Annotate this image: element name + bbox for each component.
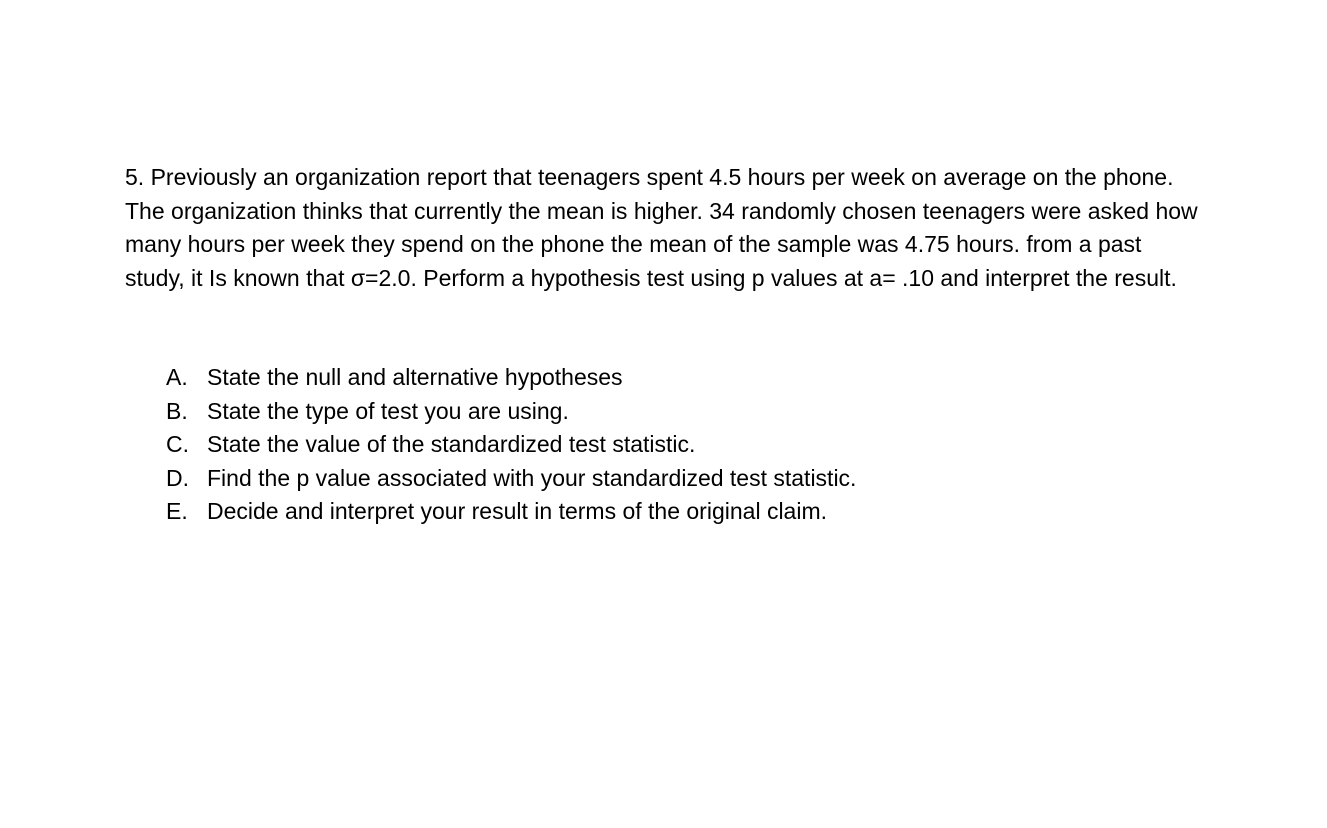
part-text: Find the p value associated with your standardized test statistic. [207,464,857,491]
question-paragraph [125,161,1200,295]
list-item [166,361,1166,395]
part-letter: D. [166,464,189,491]
question-parts-list [166,361,1166,529]
part-letter: B. [166,397,188,424]
list-item [166,462,1166,496]
list-item [166,495,1166,529]
part-text: State the type of test you are using. [207,397,569,424]
part-text: Decide and interpret your result in terms of the original claim. [207,498,828,524]
part-text: State the null and alternative hypotheses [207,364,623,390]
list-item [166,395,1166,429]
part-letter: C. [166,431,189,457]
part-text: State the value of the standardized test statistic. [207,431,696,457]
part-letter: E. [166,498,188,524]
part-letter: A. [166,364,188,390]
list-item [166,428,1166,462]
question-text: 5. Previously an organization report that teenagers spent 4.5 hours per week on average on the phone. The organization thinks that currently the mean is higher. 34 randomly chosen teenagers were asked how many hours per week they spend on the phone the mean of the sample was 4.75 hours. from a past study, it Is known that σ=2.0. Perform a hypothesis test using p values at a= .10 and interpret the result. [125,164,1198,291]
